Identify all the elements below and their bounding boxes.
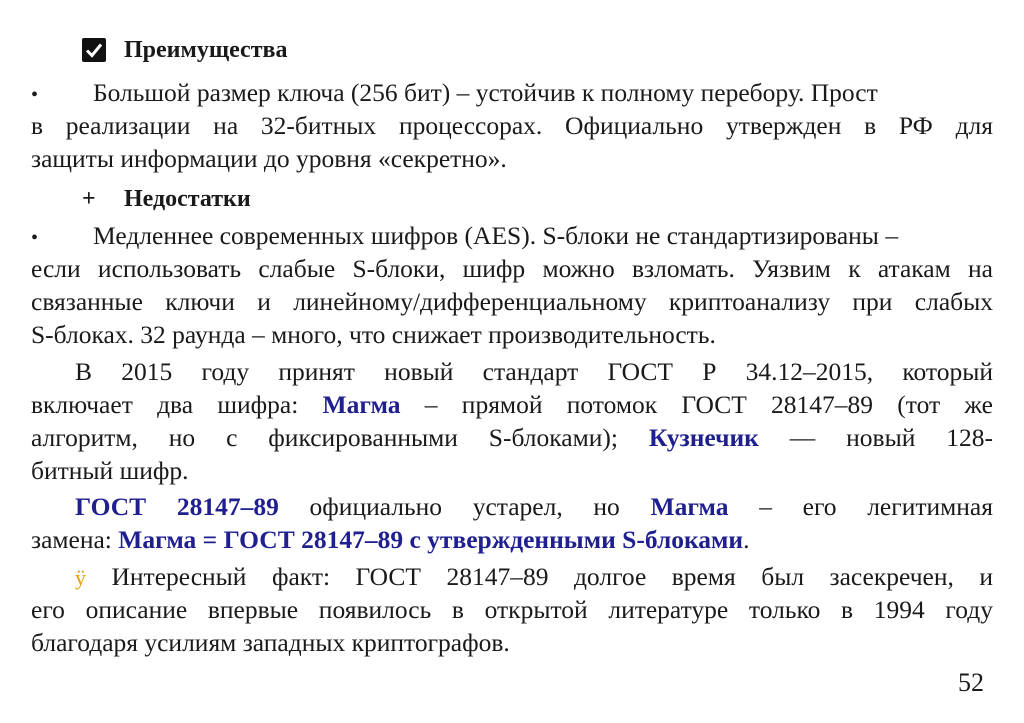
advantages-line-3: защиты информации до уровня «секретно».	[31, 144, 507, 173]
standard-line-3: алгоритм, но с фиксированными S-блоками); Кузнечик — новый 128-	[31, 423, 993, 452]
advantages-heading: Преимущества	[124, 37, 288, 63]
standard-line-1: В 2015 году принят новый стандарт ГОСТ Р 34.12–2015, который	[75, 357, 993, 386]
magma-equation: Магма = ГОСТ 28147–89 с утвержденными S-блоками	[118, 525, 744, 554]
page-number: 52	[958, 668, 984, 697]
magma-term: Магма	[650, 492, 729, 521]
disadvantages-line-2: если использовать слабые S-блоки, шифр можно взломать. Уязвим к атакам на	[31, 254, 993, 283]
standard-line-4: битный шифр.	[31, 456, 189, 485]
fact-line-2: его описание впервые появилось в открытой литературе только в 1994 году	[31, 595, 993, 624]
plus-marker: +	[82, 186, 96, 212]
disadvantages-heading: Недостатки	[124, 186, 251, 212]
advantages-line-2: в реализации на 32-битных процессорах. Официально утвержден в РФ для	[31, 111, 993, 140]
disadvantages-line-4: S-блоках. 32 раунда – много, что снижает производительность.	[31, 320, 716, 349]
checkbox-icon	[82, 38, 106, 62]
advantages-line-1: • Большой размер ключа (256 бит) – устойчив к полному перебору. Прост	[31, 77, 993, 111]
disadvantages-line-1: • Медленнее современных шифров (AES). S-блоки не стандартизированы –	[31, 220, 993, 254]
disadvantages-line-3: связанные ключи и линейному/дифференциальному криптоанализу при слабых	[31, 287, 993, 316]
lightbulb-icon: ÿ	[75, 565, 86, 590]
bullet: •	[31, 84, 39, 106]
magma-term: Магма	[322, 390, 401, 419]
bullet: •	[31, 227, 39, 249]
fact-line-1: ÿ Интересный факт: ГОСТ 28147–89 долгое время был засекречен, и	[75, 562, 993, 591]
kuznechik-term: Кузнечик	[648, 423, 759, 452]
gost-term: ГОСТ 28147–89	[75, 492, 279, 521]
fact-line-3: благодаря усилиям западных криптографов.	[31, 628, 510, 657]
gost-line-1: ГОСТ 28147–89 официально устарел, но Магма – его легитимная	[75, 492, 993, 521]
gost-line-2: замена: Магма = ГОСТ 28147–89 с утвержденными S-блоками.	[31, 525, 750, 554]
standard-line-2: включает два шифра: Магма – прямой потомок ГОСТ 28147–89 (тот же	[31, 390, 993, 419]
